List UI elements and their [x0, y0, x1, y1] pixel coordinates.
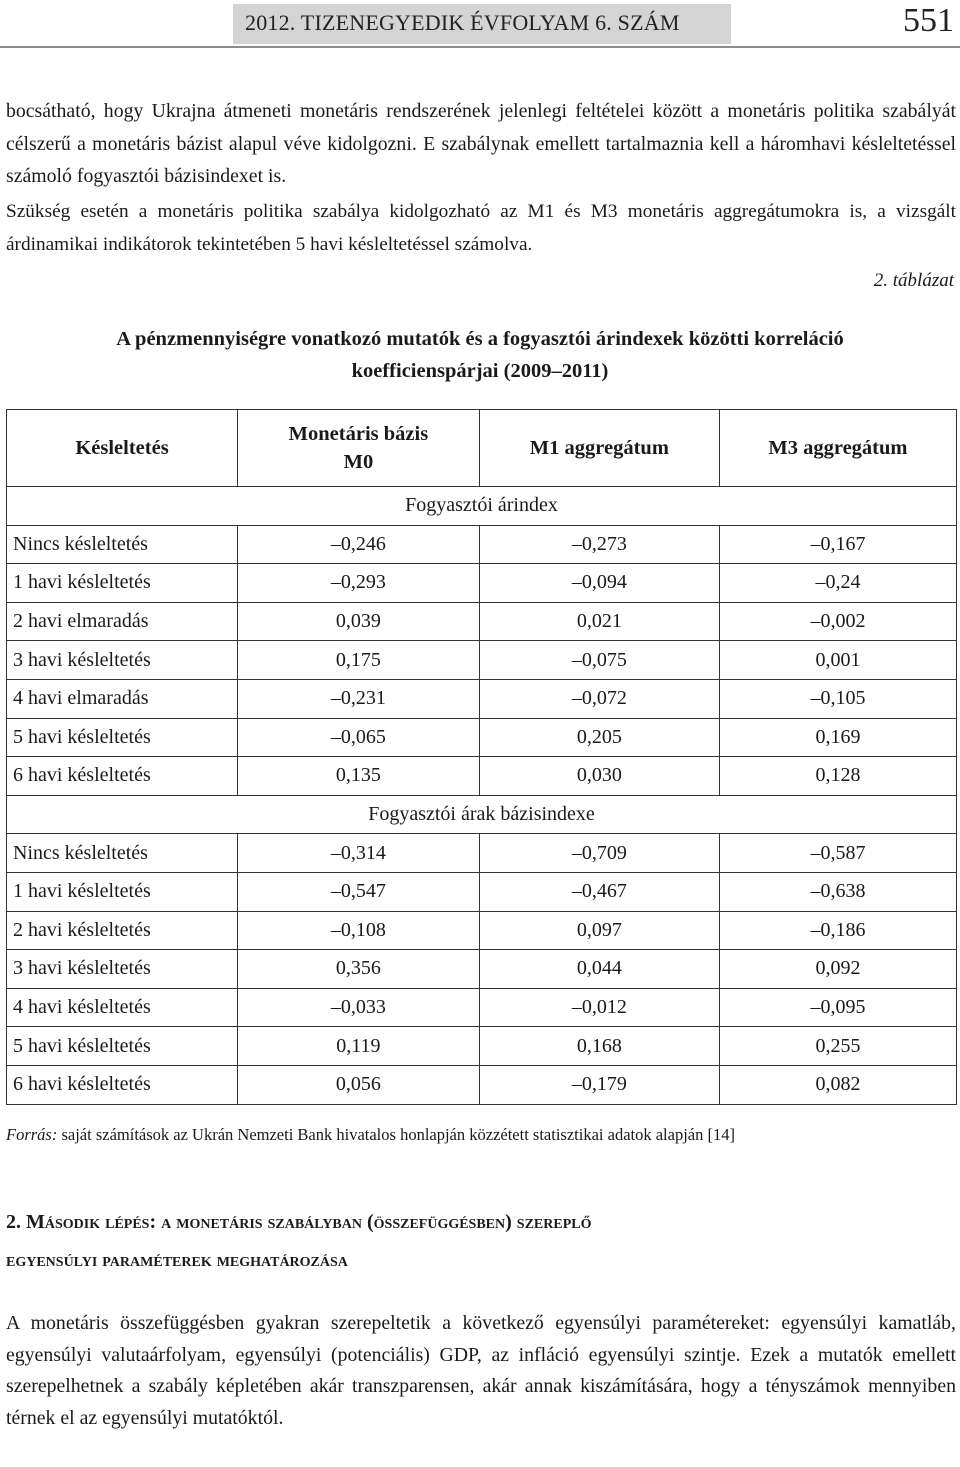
lag-cell: 6 havi késleltetés	[7, 757, 238, 796]
table-number: 2. táblázat	[873, 270, 954, 291]
table-title-line-1: A pénzmennyiségre vonatkozó mutatók és a fogyasztói árindexek közötti korreláció	[116, 328, 844, 350]
m0-cell-highlighted: 0,356	[238, 950, 480, 989]
m1-cell: –0,709	[479, 834, 719, 873]
m0-cell: –0,231	[238, 679, 480, 718]
table-row	[7, 872, 957, 911]
table-row	[7, 564, 957, 603]
section-heading	[6, 1203, 946, 1279]
m0-cell: –0,033	[238, 988, 480, 1027]
lag-cell: 6 havi késleltetés	[7, 1065, 238, 1104]
m3-cell: 0,092	[719, 950, 956, 989]
m3-cell: –0,638	[719, 872, 956, 911]
body-paragraph-3: A monetáris összefüggésben gyakran szerepeltetik a következő egyensúlyi paramétereket: egyensúlyi kamatláb, egyensúlyi valutaárfolyam, egyensúlyi (potenciális) GDP, az infláció egyensúlyi szintje. Ezek a mutatók emellett szerepelhetnek a szabály képletében akár transzparensen, akár annak kiszámítására, hogy a tényszámok mennyiben térnek el az egyensúlyi mutatóktól.	[6, 1312, 956, 1429]
page-number: 551	[903, 2, 954, 39]
lag-cell: 5 havi késleltetés	[7, 718, 238, 757]
table-row	[7, 988, 957, 1027]
table-row	[7, 757, 957, 796]
m0-cell: –0,314	[238, 834, 480, 873]
m1-cell-highlighted: 0,168	[479, 1027, 719, 1066]
table-row	[7, 602, 957, 641]
m3-cell: –0,105	[719, 679, 956, 718]
lag-cell: 2 havi elmaradás	[7, 602, 238, 641]
section-heading-line-2: egyensúlyi paraméterek meghatározása	[6, 1249, 348, 1271]
m0-cell: 0,135	[238, 757, 480, 796]
m3-cell: –0,002	[719, 602, 956, 641]
lag-cell: 3 havi késleltetés	[7, 641, 238, 680]
section-title-cpi: Fogyasztói árindex	[7, 487, 957, 526]
m1-cell: –0,012	[479, 988, 719, 1027]
m1-cell: –0,179	[479, 1065, 719, 1104]
m1-cell: 0,044	[479, 950, 719, 989]
body-paragraph-2: Szükség esetén a monetáris politika szabálya kidolgozható az M1 és M3 monetáris aggregátumokra is, a vizsgált árdinamikai indikátorok tekintetében 5 havi késleltetéssel számolva.	[6, 201, 956, 255]
m1-cell: 0,097	[479, 911, 719, 950]
table-row	[7, 525, 957, 564]
m0-cell: 0,056	[238, 1065, 480, 1104]
lag-cell: Nincs késleltetés	[7, 525, 238, 564]
lag-cell: 5 havi késleltetés	[7, 1027, 238, 1066]
header-m1: M1 aggregátum	[479, 410, 719, 487]
table-row	[7, 911, 957, 950]
m3-cell: –0,24	[719, 564, 956, 603]
lag-cell: 4 havi elmaradás	[7, 679, 238, 718]
correlation-table	[6, 409, 957, 1105]
m1-cell: –0,075	[479, 641, 719, 680]
m1-cell: –0,467	[479, 872, 719, 911]
table-row	[7, 950, 957, 989]
m1-cell: –0,094	[479, 564, 719, 603]
table-row	[7, 1065, 957, 1104]
lag-cell: 2 havi késleltetés	[7, 911, 238, 950]
table-row	[7, 834, 957, 873]
m3-cell-highlighted: 0,255	[719, 1027, 956, 1066]
table-header-row	[7, 410, 957, 487]
m0-cell: 0,039	[238, 602, 480, 641]
lag-cell: 3 havi késleltetés	[7, 950, 238, 989]
table-row	[7, 718, 957, 757]
m0-cell: –0,246	[238, 525, 480, 564]
table-row	[7, 641, 957, 680]
lag-cell: 4 havi késleltetés	[7, 988, 238, 1027]
source-label: Forrás:	[6, 1125, 58, 1144]
m3-cell: 0,082	[719, 1065, 956, 1104]
m3-cell: –0,095	[719, 988, 956, 1027]
header-m0-line-1: Monetáris bázis	[288, 423, 429, 445]
body-paragraph-1: bocsátható, hogy Ukrajna átmeneti monetáris rendszerének jelenlegi feltételei között a monetáris politika szabályát célszerű a monetáris bázist alapul véve kidolgozni. E szabálynak emellett tartalmaznia kell a háromhavi késleltetéssel számoló fogyasztói bázisindexet is.	[6, 100, 956, 187]
lag-cell: 1 havi késleltetés	[7, 564, 238, 603]
section-row	[7, 487, 957, 526]
m1-cell: –0,072	[479, 679, 719, 718]
m1-cell: –0,273	[479, 525, 719, 564]
header-m0	[238, 410, 480, 487]
m1-cell: 0,030	[479, 757, 719, 796]
header-rule	[0, 46, 960, 48]
m0-cell: 0,119	[238, 1027, 480, 1066]
m1-cell-highlighted: 0,205	[479, 718, 719, 757]
m0-cell: –0,108	[238, 911, 480, 950]
m0-cell: –0,547	[238, 872, 480, 911]
m3-cell-highlighted: 0,169	[719, 718, 956, 757]
header-m0-line-2: M0	[343, 451, 374, 473]
m3-cell: –0,167	[719, 525, 956, 564]
m0-cell: –0,293	[238, 564, 480, 603]
section-row	[7, 795, 957, 834]
m1-cell: 0,021	[479, 602, 719, 641]
table-source-note	[6, 1125, 735, 1145]
header-m3: M3 aggregátum	[719, 410, 956, 487]
section-heading-line-1: 2. Második lépés: a monetáris szabályban (összefüggésben) szereplő	[6, 1211, 592, 1233]
lag-cell: Nincs késleltetés	[7, 834, 238, 873]
source-text: saját számítások az Ukrán Nemzeti Bank hivatalos honlapján közzétett statisztikai adatok alapján [14]	[61, 1125, 735, 1144]
journal-issue-title: 2012. TIZENEGYEDIK ÉVFOLYAM 6. SZÁM	[245, 10, 680, 35]
m3-cell: 0,128	[719, 757, 956, 796]
header-lag: Késleltetés	[7, 410, 238, 487]
lag-cell: 1 havi késleltetés	[7, 872, 238, 911]
m3-cell: –0,186	[719, 911, 956, 950]
m0-cell: –0,065	[238, 718, 480, 757]
m0-cell-highlighted: 0,175	[238, 641, 480, 680]
section-title-base-index: Fogyasztói árak bázisindexe	[7, 795, 957, 834]
m3-cell: 0,001	[719, 641, 956, 680]
table-title-line-2: koefficienspárjai (2009–2011)	[351, 360, 609, 382]
table-title	[0, 323, 960, 387]
m3-cell: –0,587	[719, 834, 956, 873]
table-row	[7, 679, 957, 718]
table-row	[7, 1027, 957, 1066]
